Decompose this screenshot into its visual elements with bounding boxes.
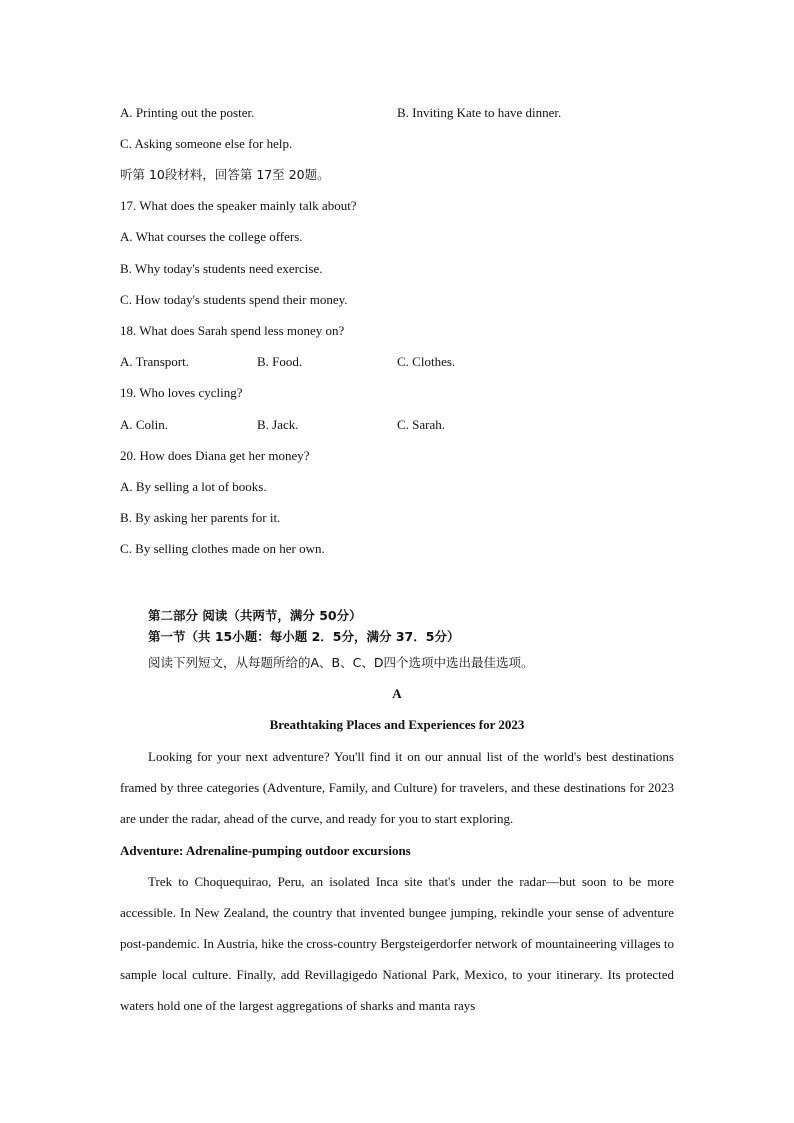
q20-option-b: B. By asking her parents for it. (120, 510, 281, 525)
q20-option-a: A. By selling a lot of books. (120, 479, 267, 494)
q20-option-c: C. By selling clothes made on her own. (120, 541, 325, 556)
q16-option-c: C. Asking someone else for help. (120, 136, 293, 151)
q18-option-a: A. Transport. (120, 354, 189, 369)
adventure-paragraph: Trek to Choquequirao, Peru, an isolated Inca site that's under the radar—but soon to be more accessible. In New Zealand, the country that invented bungee jumping, rekindle your sense of adventure post-pandemic. In Austria, hike the cross-country Bergsteigerdorfer network of mountaineering villages to sample local culture. Finally, add Revillagigedo National Park, Mexico, to your itinerary. Its protected waters hold one of the largest aggregations of sharks and manta rays (120, 874, 674, 1013)
q17-option-a: A. What courses the college offers. (120, 229, 303, 244)
q16-option-b: B. Inviting Kate to have dinner. (397, 105, 562, 120)
passage-title: Breathtaking Places and Experiences for 2023 (269, 717, 525, 732)
part2-section1: 第一节（共 15小题：每小题 2．5分，满分 37．5分） (148, 629, 460, 644)
q19-option-b: B. Jack. (257, 417, 299, 432)
q20-question: 20. How does Diana get her money? (120, 448, 310, 463)
q18-option-c: C. Clothes. (397, 354, 456, 369)
adventure-heading: Adventure: Adrenaline-pumping outdoor excursions (120, 843, 411, 858)
q19-option-a: A. Colin. (120, 417, 169, 432)
q18-option-b: B. Food. (257, 354, 303, 369)
q16-option-a: A. Printing out the poster. (120, 105, 255, 120)
q17-option-b: B. Why today's students need exercise. (120, 261, 323, 276)
part2-instruction: 阅读下列短文，从每题所给的A、B、C、D四个选项中选出最佳选项。 (148, 655, 534, 670)
q17-option-c: C. How today's students spend their money. (120, 292, 348, 307)
q18-question: 18. What does Sarah spend less money on? (120, 323, 345, 338)
section-10-instruction: 听第 10段材料，回答第 17至 20题。 (120, 167, 330, 182)
q19-option-c: C. Sarah. (397, 417, 446, 432)
passage-intro: Looking for your next adventure? You'll find it on our annual list of the world's best destinations framed by three categories (Adventure, Family, and Culture) for travelers, and these destinations for 2023 are under the radar, ahead of the curve, and ready for you to start exploring. (120, 749, 674, 826)
q19-question: 19. Who loves cycling? (120, 385, 243, 400)
part2-heading: 第二部分 阅读（共两节，满分 50分） (148, 608, 362, 623)
q17-question: 17. What does the speaker mainly talk about? (120, 198, 357, 213)
passage-letter: A (392, 686, 402, 701)
